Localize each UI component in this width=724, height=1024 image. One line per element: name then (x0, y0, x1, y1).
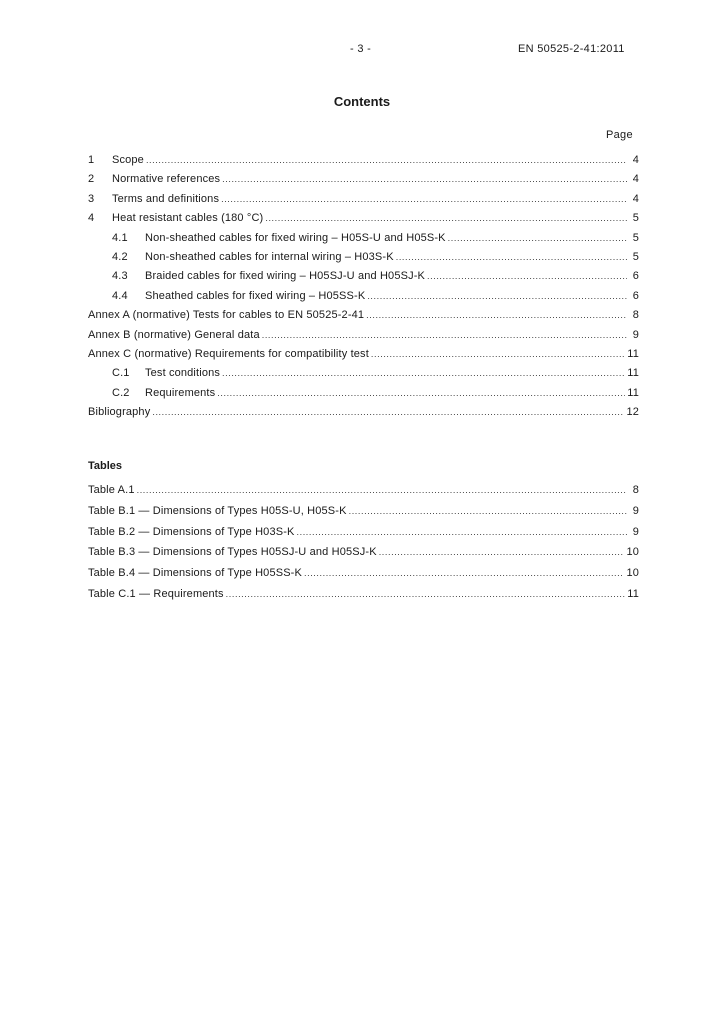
dot-leader (304, 568, 624, 578)
table-list-entry[interactable] (88, 567, 639, 588)
toc-entry-page: 6 (632, 270, 639, 283)
dot-leader (217, 388, 625, 398)
toc-entry-label: Terms and definitions (112, 192, 220, 205)
toc-entry-page: 5 (632, 250, 639, 263)
toc-entry-page: 8 (632, 309, 639, 322)
toc-entry-label: Test conditions (145, 367, 221, 380)
dot-leader (137, 485, 627, 495)
table-of-contents (88, 154, 639, 425)
tables-heading: Tables (88, 460, 123, 472)
toc-entry[interactable] (88, 270, 639, 289)
page-title (0, 94, 724, 109)
dot-leader (379, 547, 625, 557)
table-list-entry-label: Table B.2 — Dimensions of Type H03S-K (88, 525, 295, 538)
toc-entry[interactable] (88, 193, 639, 212)
toc-entry[interactable] (88, 367, 639, 386)
toc-entry-page: 4 (632, 154, 639, 166)
table-list-entry-label: Table C.1 — Requirements (88, 587, 224, 600)
dot-leader (221, 194, 627, 204)
toc-entry-number: 3 (88, 192, 95, 205)
table-list-entry-page: 9 (632, 525, 639, 538)
table-list-entry-page: 8 (632, 484, 639, 496)
dot-leader (367, 291, 627, 301)
dot-leader (146, 155, 627, 165)
toc-entry-page: 4 (632, 192, 639, 205)
toc-entry-page: 5 (632, 231, 639, 244)
toc-entry-page: 5 (632, 212, 639, 225)
toc-entry-page: 11 (627, 367, 639, 380)
table-list-entry-page: 10 (626, 567, 639, 580)
toc-entry-page: 6 (632, 289, 639, 302)
toc-entry-page: 11 (627, 386, 639, 399)
header-page-number: - 3 - (350, 43, 372, 55)
toc-entry[interactable] (88, 173, 639, 192)
toc-entry-number: 4.3 (112, 270, 128, 283)
list-of-tables (88, 484, 639, 609)
table-list-entry-page: 11 (627, 587, 639, 600)
page-column-label: Page (606, 129, 633, 141)
toc-entry-number: 4.4 (112, 289, 128, 302)
dot-leader (226, 589, 626, 599)
toc-entry[interactable] (88, 232, 639, 251)
toc-entry[interactable] (88, 387, 639, 406)
dot-leader (427, 271, 627, 281)
toc-entry[interactable] (88, 154, 639, 173)
toc-entry-label: Normative references (112, 173, 221, 186)
table-list-entry-label: Table B.1 — Dimensions of Types H05S-U, H05S-K (88, 504, 347, 517)
toc-entry-label: Annex B (normative) General data (88, 328, 260, 341)
page-title-text: Contents (333, 94, 391, 109)
toc-entry[interactable] (88, 348, 639, 367)
table-list-entry-page: 9 (632, 504, 639, 517)
header-document-id: EN 50525-2-41:2011 (518, 43, 625, 55)
toc-entry-label: Non-sheathed cables for fixed wiring – H05S-U and H05S-K (145, 231, 446, 244)
toc-entry-page: 11 (627, 347, 639, 360)
table-list-entry-label: Table B.3 — Dimensions of Types H05SJ-U and H05SJ-K (88, 546, 377, 559)
toc-entry[interactable] (88, 251, 639, 270)
toc-entry-label: Bibliography (88, 406, 151, 419)
toc-entry-page: 9 (632, 328, 639, 341)
toc-entry-number: 4 (88, 212, 95, 225)
dot-leader (265, 213, 627, 223)
table-list-entry[interactable] (88, 505, 639, 526)
toc-entry-number: 2 (88, 173, 95, 186)
toc-entry-page: 12 (626, 406, 639, 419)
dot-leader (366, 310, 627, 320)
toc-entry-label: Annex A (normative) Tests for cables to EN 50525-2-41 (88, 309, 365, 322)
toc-entry-label: Sheathed cables for fixed wiring – H05SS-K (145, 289, 366, 302)
toc-entry-label: Heat resistant cables (180 °C) (112, 212, 264, 225)
dot-leader (396, 252, 627, 262)
toc-entry-page: 4 (632, 173, 639, 186)
dot-leader (349, 506, 627, 516)
toc-entry-label: Non-sheathed cables for internal wiring – H03S-K (145, 250, 394, 263)
toc-entry-label: Braided cables for fixed wiring – H05SJ-U and H05SJ-K (145, 270, 426, 283)
table-list-entry[interactable] (88, 588, 639, 609)
toc-entry-number: C.2 (112, 386, 130, 399)
toc-entry-number: 4.2 (112, 250, 128, 263)
table-list-entry-page: 10 (626, 546, 639, 559)
toc-entry[interactable] (88, 309, 639, 328)
table-list-entry-label: Table A.1 (88, 484, 135, 496)
toc-entry[interactable] (88, 406, 639, 425)
toc-entry[interactable] (88, 290, 639, 309)
toc-entry-number: C.1 (112, 367, 130, 380)
toc-entry[interactable] (88, 212, 639, 231)
dot-leader (152, 407, 624, 417)
toc-entry-label: Scope (112, 154, 144, 166)
table-list-entry-label: Table B.4 — Dimensions of Type H05SS-K (88, 567, 302, 580)
dot-leader (448, 233, 627, 243)
dot-leader (222, 368, 625, 378)
dot-leader (222, 174, 627, 184)
toc-entry[interactable] (88, 329, 639, 348)
table-list-entry[interactable] (88, 484, 639, 505)
table-list-entry[interactable] (88, 546, 639, 567)
toc-entry-number: 4.1 (112, 231, 128, 244)
dot-leader (371, 349, 625, 359)
toc-entry-number: 1 (88, 154, 95, 166)
dot-leader (297, 527, 628, 537)
dot-leader (262, 330, 627, 340)
toc-entry-label: Annex C (normative) Requirements for compatibility test (88, 347, 369, 360)
table-list-entry[interactable] (88, 526, 639, 547)
toc-entry-label: Requirements (145, 386, 216, 399)
